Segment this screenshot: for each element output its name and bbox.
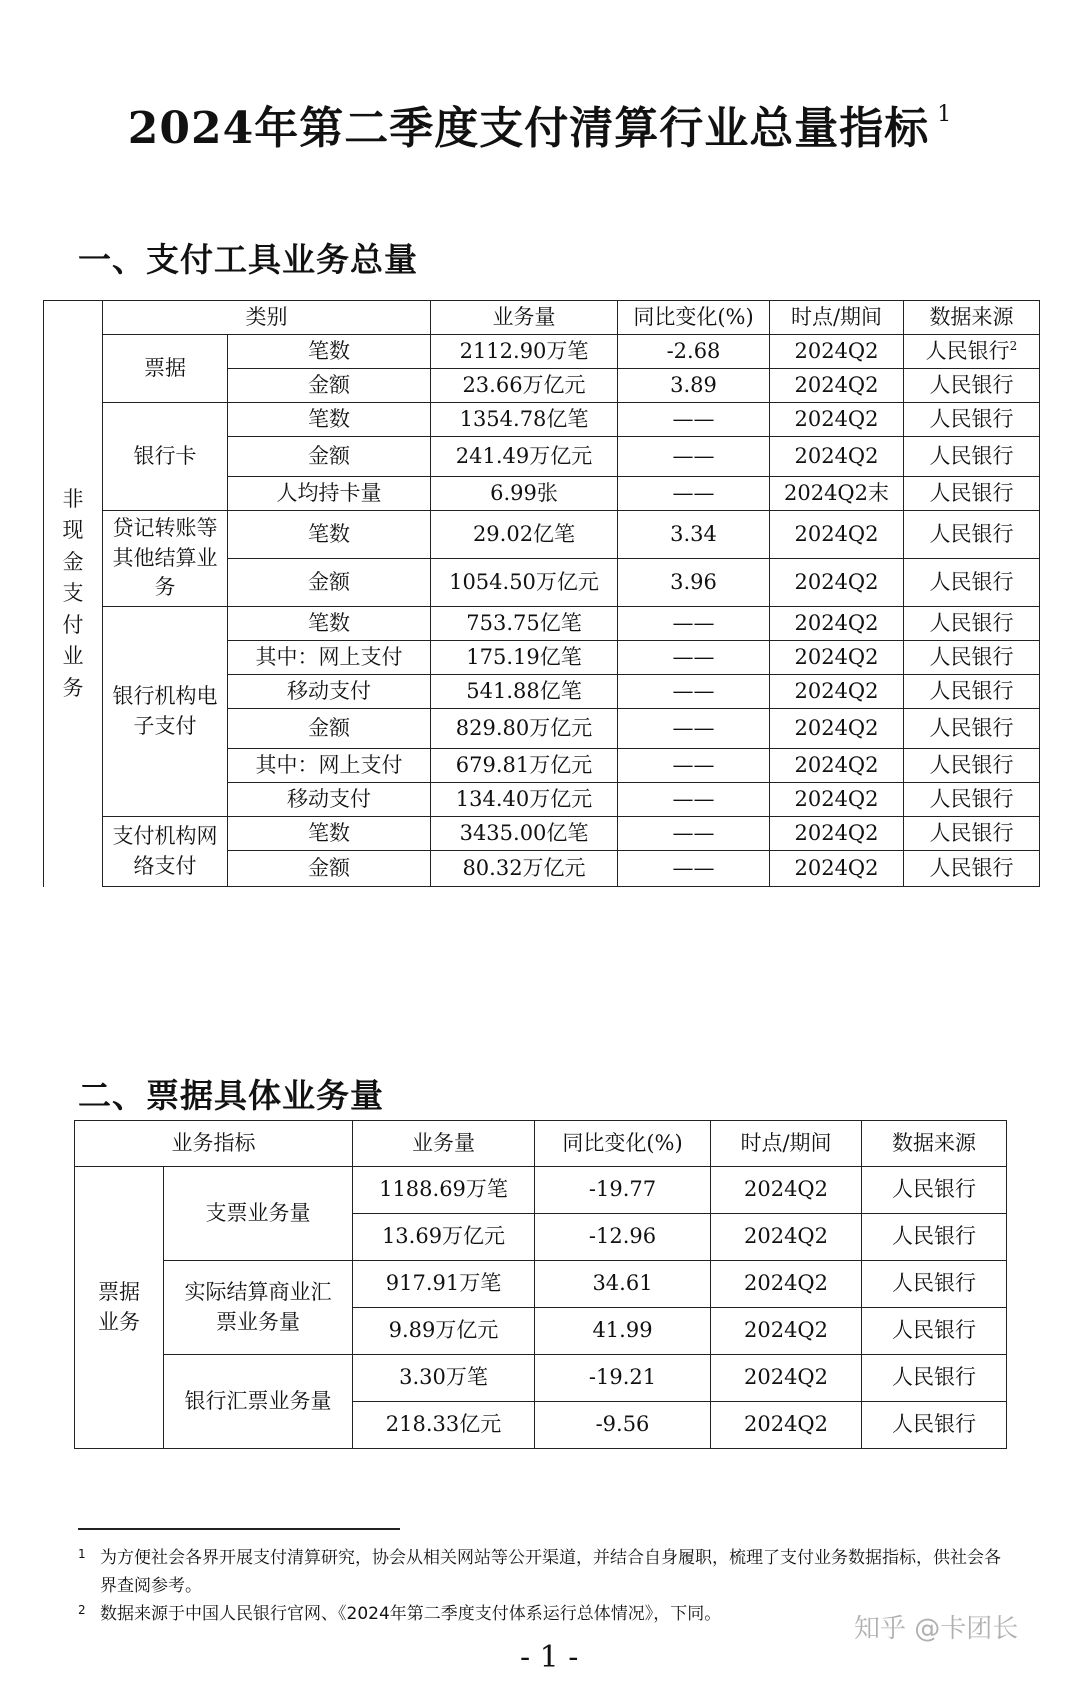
yoy-cell: —— — [618, 437, 770, 477]
footnote-text: 数据来源于中国人民银行官网、《2024年第二季度支付体系运行总体情况》，下同。 — [100, 1604, 722, 1624]
source-cell: 人民银行 — [862, 1355, 1007, 1402]
volume-cell: 3.30万笔 — [353, 1355, 535, 1402]
source-text: 人民银行 — [929, 855, 1014, 880]
source-text: 人民银行 — [929, 406, 1014, 431]
group-name: 银行机构电子支付 — [103, 607, 228, 817]
volume-cell: 175.19亿笔 — [431, 641, 618, 675]
header-indicator: 业务指标 — [75, 1121, 353, 1167]
volume-cell: 541.88亿笔 — [431, 675, 618, 709]
source-text: 人民银行 — [925, 338, 1010, 363]
yoy-cell: —— — [618, 817, 770, 851]
period-cell: 2024Q2 — [711, 1308, 862, 1355]
source-cell — [904, 369, 1040, 403]
group-name: 贷记转账等其他结算业务 — [103, 511, 228, 607]
group-name: 支付机构网络支付 — [103, 817, 228, 887]
item-cell: 其中：网上支付 — [228, 641, 431, 675]
section2-heading: 二、票据具体业务量 — [78, 1076, 384, 1115]
table-row — [75, 1355, 1007, 1402]
source-cell — [904, 783, 1040, 817]
volume-cell: 1354.78亿笔 — [431, 403, 618, 437]
period-cell: 2024Q2 — [770, 437, 904, 477]
header-cell: 数据来源 — [862, 1121, 1007, 1167]
source-cell — [904, 817, 1040, 851]
period-cell: 2024Q2 — [770, 641, 904, 675]
yoy-cell: —— — [618, 851, 770, 887]
source-cell — [904, 749, 1040, 783]
footnote-divider — [78, 1528, 400, 1530]
yoy-cell: —— — [618, 641, 770, 675]
period-cell: 2024Q2 — [770, 851, 904, 887]
yoy-cell: -19.77 — [535, 1167, 711, 1214]
yoy-cell: —— — [618, 709, 770, 749]
source-cell: 人民银行 — [862, 1167, 1007, 1214]
yoy-cell: —— — [618, 675, 770, 709]
group-name: 实际结算商业汇票业务量 — [164, 1261, 353, 1355]
footnote-number: 2 — [78, 1603, 86, 1617]
source-cell — [904, 641, 1040, 675]
source-text: 人民银行 — [929, 820, 1014, 845]
item-cell: 金额 — [228, 709, 431, 749]
source-text: 人民银行 — [929, 569, 1014, 594]
volume-cell: 6.99张 — [431, 477, 618, 511]
source-cell — [904, 477, 1040, 511]
period-cell: 2024Q2 — [770, 675, 904, 709]
side-label-char: 务 — [62, 675, 84, 700]
period-cell: 2024Q2 — [770, 749, 904, 783]
footnote-1 — [78, 1544, 1008, 1600]
source-cell — [904, 511, 1040, 559]
group-name: 银行卡 — [103, 403, 228, 511]
period-cell: 2024Q2 — [711, 1261, 862, 1308]
period-cell: 2024Q2 — [770, 559, 904, 607]
source-text: 人民银行 — [929, 372, 1014, 397]
header-cell: 同比变化(%) — [618, 301, 770, 335]
source-cell — [904, 403, 1040, 437]
table-row — [44, 511, 1040, 559]
source-text: 人民银行 — [929, 521, 1014, 546]
header-cell: 业务量 — [431, 301, 618, 335]
item-cell: 移动支付 — [228, 783, 431, 817]
side-label-char: 支 — [62, 581, 84, 605]
period-cell: 2024Q2 — [711, 1214, 862, 1261]
yoy-cell: —— — [618, 749, 770, 783]
source-cell: 人民银行 — [862, 1261, 1007, 1308]
title-text: 2024年第二季度支付清算行业总量指标 — [127, 103, 930, 154]
volume-cell: 679.81万亿元 — [431, 749, 618, 783]
source-text: 人民银行 — [929, 480, 1014, 505]
table-row — [44, 817, 1040, 851]
header-cell: 时点/期间 — [770, 301, 904, 335]
yoy-cell: —— — [618, 403, 770, 437]
footnote-text: 为方便社会各界开展支付清算研究，协会从相关网站等公开渠道，并结合自身履职，梳理了支付业务数据指标，供社会各界查阅参考。 — [100, 1548, 1001, 1596]
yoy-cell: 41.99 — [535, 1308, 711, 1355]
source-text: 人民银行 — [929, 443, 1014, 468]
period-cell: 2024Q2 — [711, 1167, 862, 1214]
source-text: 人民银行 — [929, 644, 1014, 669]
volume-cell: 23.66万亿元 — [431, 369, 618, 403]
header-cell: 数据来源 — [904, 301, 1040, 335]
bill-business-table — [74, 1120, 1007, 1449]
yoy-cell: 3.96 — [618, 559, 770, 607]
group-name: 票据 — [103, 335, 228, 403]
source-text: 人民银行 — [929, 752, 1014, 777]
side-label-char: 非 — [62, 486, 84, 511]
title-footnote-ref: 1 — [937, 102, 953, 127]
item-cell: 移动支付 — [228, 675, 431, 709]
table-header-row — [75, 1121, 1007, 1167]
source-cell — [904, 709, 1040, 749]
header-category: 类别 — [103, 301, 431, 335]
payment-tools-table — [43, 300, 1040, 887]
source-cell — [904, 607, 1040, 641]
footnote-number: 1 — [78, 1547, 86, 1561]
item-cell: 金额 — [228, 559, 431, 607]
source-cell — [904, 559, 1040, 607]
volume-cell: 134.40万亿元 — [431, 783, 618, 817]
header-cell: 业务量 — [353, 1121, 535, 1167]
side-label-char: 业 — [62, 644, 84, 668]
yoy-cell: —— — [618, 477, 770, 511]
source-cell — [904, 335, 1040, 369]
volume-cell: 241.49万亿元 — [431, 437, 618, 477]
item-cell: 金额 — [228, 851, 431, 887]
source-cell — [904, 675, 1040, 709]
source-cell: 人民银行 — [862, 1214, 1007, 1261]
yoy-cell: -9.56 — [535, 1402, 711, 1449]
period-cell: 2024Q2 — [770, 511, 904, 559]
item-cell: 其中：网上支付 — [228, 749, 431, 783]
section1-heading: 一、支付工具业务总量 — [78, 240, 418, 279]
source-cell — [904, 851, 1040, 887]
volume-cell: 1054.50万亿元 — [431, 559, 618, 607]
header-cell: 时点/期间 — [711, 1121, 862, 1167]
period-cell: 2024Q2 — [770, 369, 904, 403]
source-text: 人民银行 — [929, 786, 1014, 811]
source-cell: 人民银行 — [862, 1308, 1007, 1355]
source-cell — [904, 437, 1040, 477]
item-cell: 笔数 — [228, 335, 431, 369]
item-cell: 金额 — [228, 437, 431, 477]
volume-cell: 13.69万亿元 — [353, 1214, 535, 1261]
item-cell: 笔数 — [228, 511, 431, 559]
period-cell: 2024Q2 — [770, 817, 904, 851]
period-cell: 2024Q2 — [770, 335, 904, 369]
volume-cell: 917.91万笔 — [353, 1261, 535, 1308]
period-cell: 2024Q2 — [770, 403, 904, 437]
table-row — [44, 335, 1040, 369]
item-cell: 人均持卡量 — [228, 477, 431, 511]
yoy-cell: 3.34 — [618, 511, 770, 559]
yoy-cell: -2.68 — [618, 335, 770, 369]
yoy-cell: 3.89 — [618, 369, 770, 403]
volume-cell: 753.75亿笔 — [431, 607, 618, 641]
source-cell: 人民银行 — [862, 1402, 1007, 1449]
period-cell: 2024Q2 — [711, 1355, 862, 1402]
table-row — [44, 607, 1040, 641]
volume-cell: 218.33亿元 — [353, 1402, 535, 1449]
item-cell: 笔数 — [228, 817, 431, 851]
period-cell: 2024Q2末 — [770, 477, 904, 511]
header-cell: 同比变化(%) — [535, 1121, 711, 1167]
side-label-char: 付 — [62, 612, 84, 637]
item-cell: 笔数 — [228, 403, 431, 437]
source-text: 人民银行 — [929, 610, 1014, 635]
volume-cell: 9.89万亿元 — [353, 1308, 535, 1355]
table-row — [75, 1167, 1007, 1214]
volume-cell: 3435.00亿笔 — [431, 817, 618, 851]
watermark: 知乎 @卡团长 — [854, 1614, 1019, 1644]
yoy-cell: 34.61 — [535, 1261, 711, 1308]
document-title — [0, 92, 1080, 156]
source-text: 人民银行 — [929, 678, 1014, 703]
item-cell: 金额 — [228, 369, 431, 403]
side-label: 票据业务 — [75, 1167, 164, 1449]
period-cell: 2024Q2 — [770, 783, 904, 817]
period-cell: 2024Q2 — [711, 1402, 862, 1449]
table-row — [44, 403, 1040, 437]
volume-cell: 29.02亿笔 — [431, 511, 618, 559]
yoy-cell: —— — [618, 607, 770, 641]
source-text: 人民银行 — [929, 715, 1014, 740]
group-name: 支票业务量 — [164, 1167, 353, 1261]
source-footnote-ref: 2 — [1009, 338, 1018, 353]
item-cell: 笔数 — [228, 607, 431, 641]
table-row — [75, 1261, 1007, 1308]
group-name: 银行汇票业务量 — [164, 1355, 353, 1449]
period-cell: 2024Q2 — [770, 709, 904, 749]
yoy-cell: -12.96 — [535, 1214, 711, 1261]
yoy-cell: -19.21 — [535, 1355, 711, 1402]
page-number: - 1 - — [520, 1640, 579, 1675]
side-label-char: 金 — [62, 549, 84, 574]
volume-cell: 1188.69万笔 — [353, 1167, 535, 1214]
volume-cell: 829.80万亿元 — [431, 709, 618, 749]
side-label — [44, 301, 103, 887]
side-label-char: 现 — [62, 518, 84, 542]
volume-cell: 80.32万亿元 — [431, 851, 618, 887]
period-cell: 2024Q2 — [770, 607, 904, 641]
yoy-cell: —— — [618, 783, 770, 817]
table-header-row — [44, 301, 1040, 335]
volume-cell: 2112.90万笔 — [431, 335, 618, 369]
